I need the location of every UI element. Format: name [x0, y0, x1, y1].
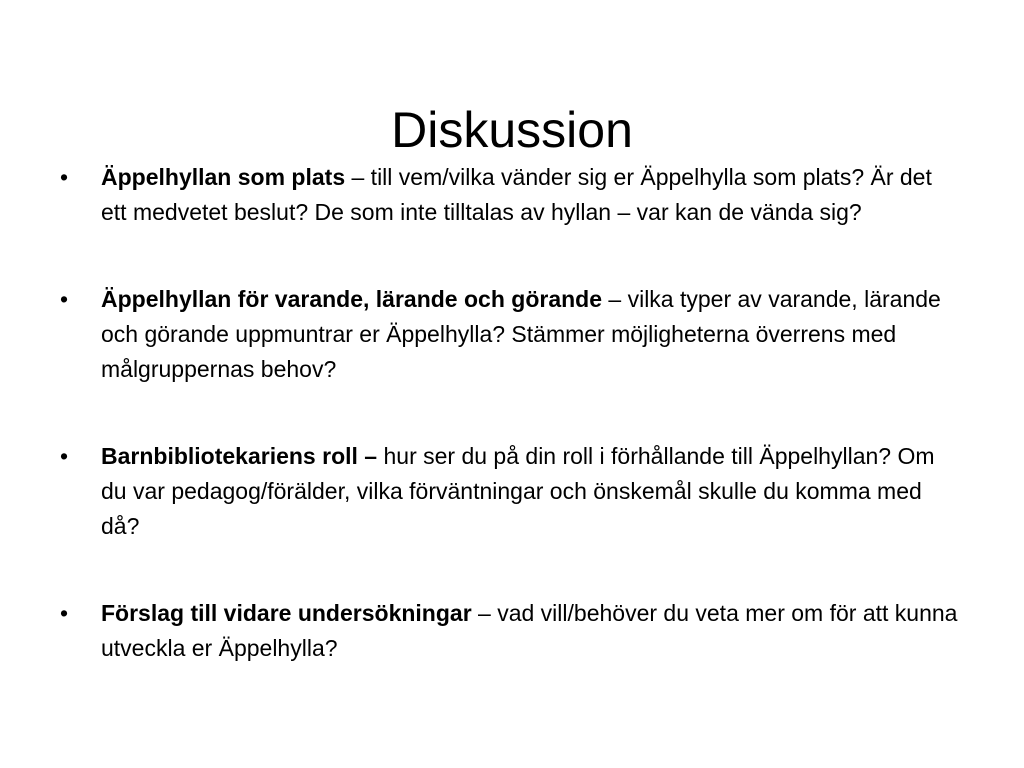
bullet-term: Äppelhyllan som plats — [101, 164, 346, 190]
bullet-dot-icon: • — [60, 443, 69, 469]
bullet-dot-icon: • — [60, 164, 69, 190]
bullet-item — [60, 596, 960, 666]
bullet-item — [60, 282, 960, 387]
bullet-text: – vad vill/behöver du veta mer om för att kunna utveckla er Äppelhylla? — [101, 600, 958, 661]
bullet-text: hur ser du på din roll i förhållande till Äppelhyllan? Om du var pedagog/förälder, vilka förväntningar och önskemål skulle du komma med då? — [101, 443, 935, 539]
bullet-dot-icon: • — [60, 600, 69, 626]
bullet-term: Barnbibliotekariens roll – — [101, 443, 378, 469]
bullet-item — [60, 160, 960, 230]
bullet-dot-icon: • — [60, 286, 69, 312]
bullet-text: – till vem/vilka vänder sig er Äppelhylla som plats? Är det ett medvetet beslut? De som inte tilltalas av hyllan – var kan de vända sig? — [101, 164, 932, 225]
bullet-term: Förslag till vidare undersökningar — [101, 600, 472, 626]
bullet-term: Äppelhyllan för varande, lärande och görande — [101, 286, 603, 312]
bullet-item — [60, 439, 960, 544]
slide-title: Diskussion — [391, 101, 633, 158]
bullet-list — [60, 160, 960, 718]
bullet-text: – vilka typer av varande, lärande och görande uppmuntrar er Äppelhylla? Stämmer möjligheterna överrens med målgruppernas behov? — [101, 286, 941, 382]
